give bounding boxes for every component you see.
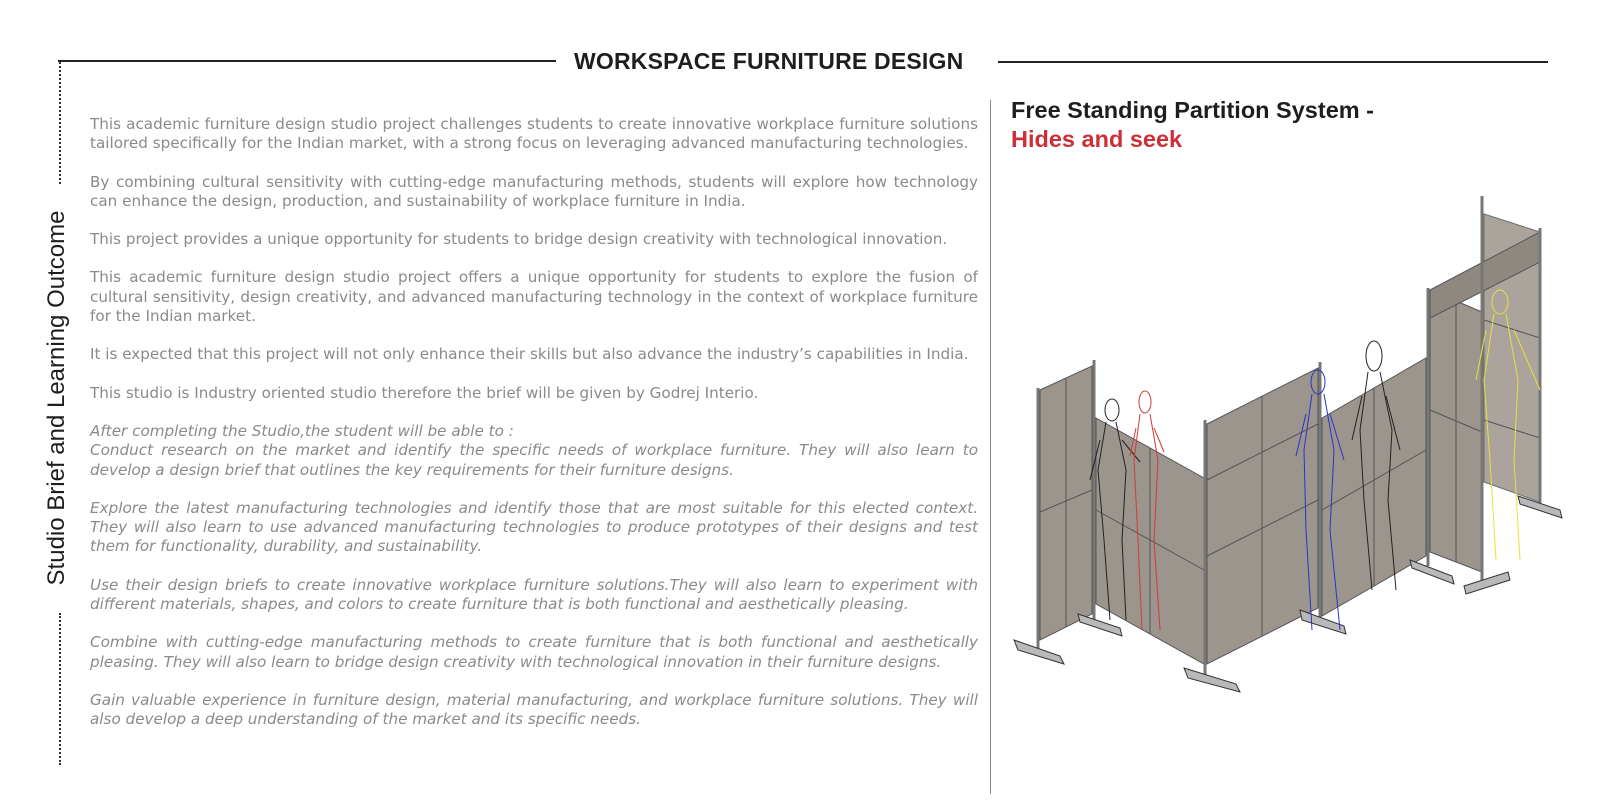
- brief-paragraph: This academic furniture design studio project offers a unique opportunity for students to explore the fusion of cultural sensitivity, design creativity, and advanced manufacturing technology in the context of workplace furniture for the Indian market.: [90, 268, 978, 326]
- brief-paragraph: By combining cultural sensitivity with cutting-edge manufacturing methods, students will explore how technology can enhance the design, production, and sustainability of workplace furniture in India.: [90, 172, 978, 210]
- outcome-item: Explore the latest manufacturing technologies and identify those that are most suitable for this elected context. They will also learn to use advanced manufacturing technologies to produce prototypes of their designs and test them for functionality, durability, and sustainability.: [90, 498, 978, 556]
- outcome-item: Gain valuable experience in furniture design, material manufacturing, and workplace furniture solutions. They will also develop a deep understanding of the market and its specific needs.: [90, 690, 978, 729]
- brief-paragraph: This studio is Industry oriented studio therefore the brief will be given by Godrej Interio.: [90, 383, 759, 402]
- brief-paragraph: This project provides a unique opportunity for students to bridge design creativity with technological innovation.: [90, 230, 948, 249]
- partition-panels: [1040, 214, 1540, 664]
- column-divider: [990, 100, 991, 794]
- sidebar-title: Studio Brief and Learning Outcome: [43, 210, 70, 586]
- header-rule-left: [58, 60, 556, 62]
- partition-system-illustration: [1004, 186, 1590, 726]
- dotted-rule-top: [59, 62, 61, 184]
- brief-paragraph: It is expected that this project will not only enhance their skills but also advance the industry’s capabilities in India.: [90, 345, 969, 364]
- header-rule-right: [998, 61, 1548, 63]
- page-title: WORKSPACE FURNITURE DESIGN: [574, 48, 964, 74]
- outcome-item: Combine with cutting-edge manufacturing methods to create furniture that is both functional and aesthetically pleasing. They will also learn to bridge design creativity with technological innovation in their furniture designs.: [90, 633, 978, 671]
- dotted-rule-bottom: [59, 613, 61, 765]
- studio-brief: [90, 115, 978, 749]
- outcome-item: Use their design briefs to create innovative workplace furniture solutions.They will also learn to experiment with different materials, shapes, and colors to create furniture that is both functional and aesthetically pleasing.: [90, 575, 978, 614]
- outcome-item: Conduct research on the market and identify the specific needs of workplace furniture. They will also learn to develop a design brief that outlines the key requirements for their furniture designs.: [90, 441, 978, 479]
- system-title: Free Standing Partition System -: [1011, 97, 1375, 123]
- outcomes-intro: After completing the Studio,the student will be able to :: [90, 421, 514, 440]
- system-subtitle: Hides and seek: [1011, 126, 1183, 152]
- brief-paragraph: This academic furniture design studio project challenges students to create innovative workplace furniture solutions tailored specifically for the Indian market, with a strong focus on leveraging advanced manufacturing technologies.: [90, 115, 978, 153]
- learning-outcomes: [90, 422, 978, 730]
